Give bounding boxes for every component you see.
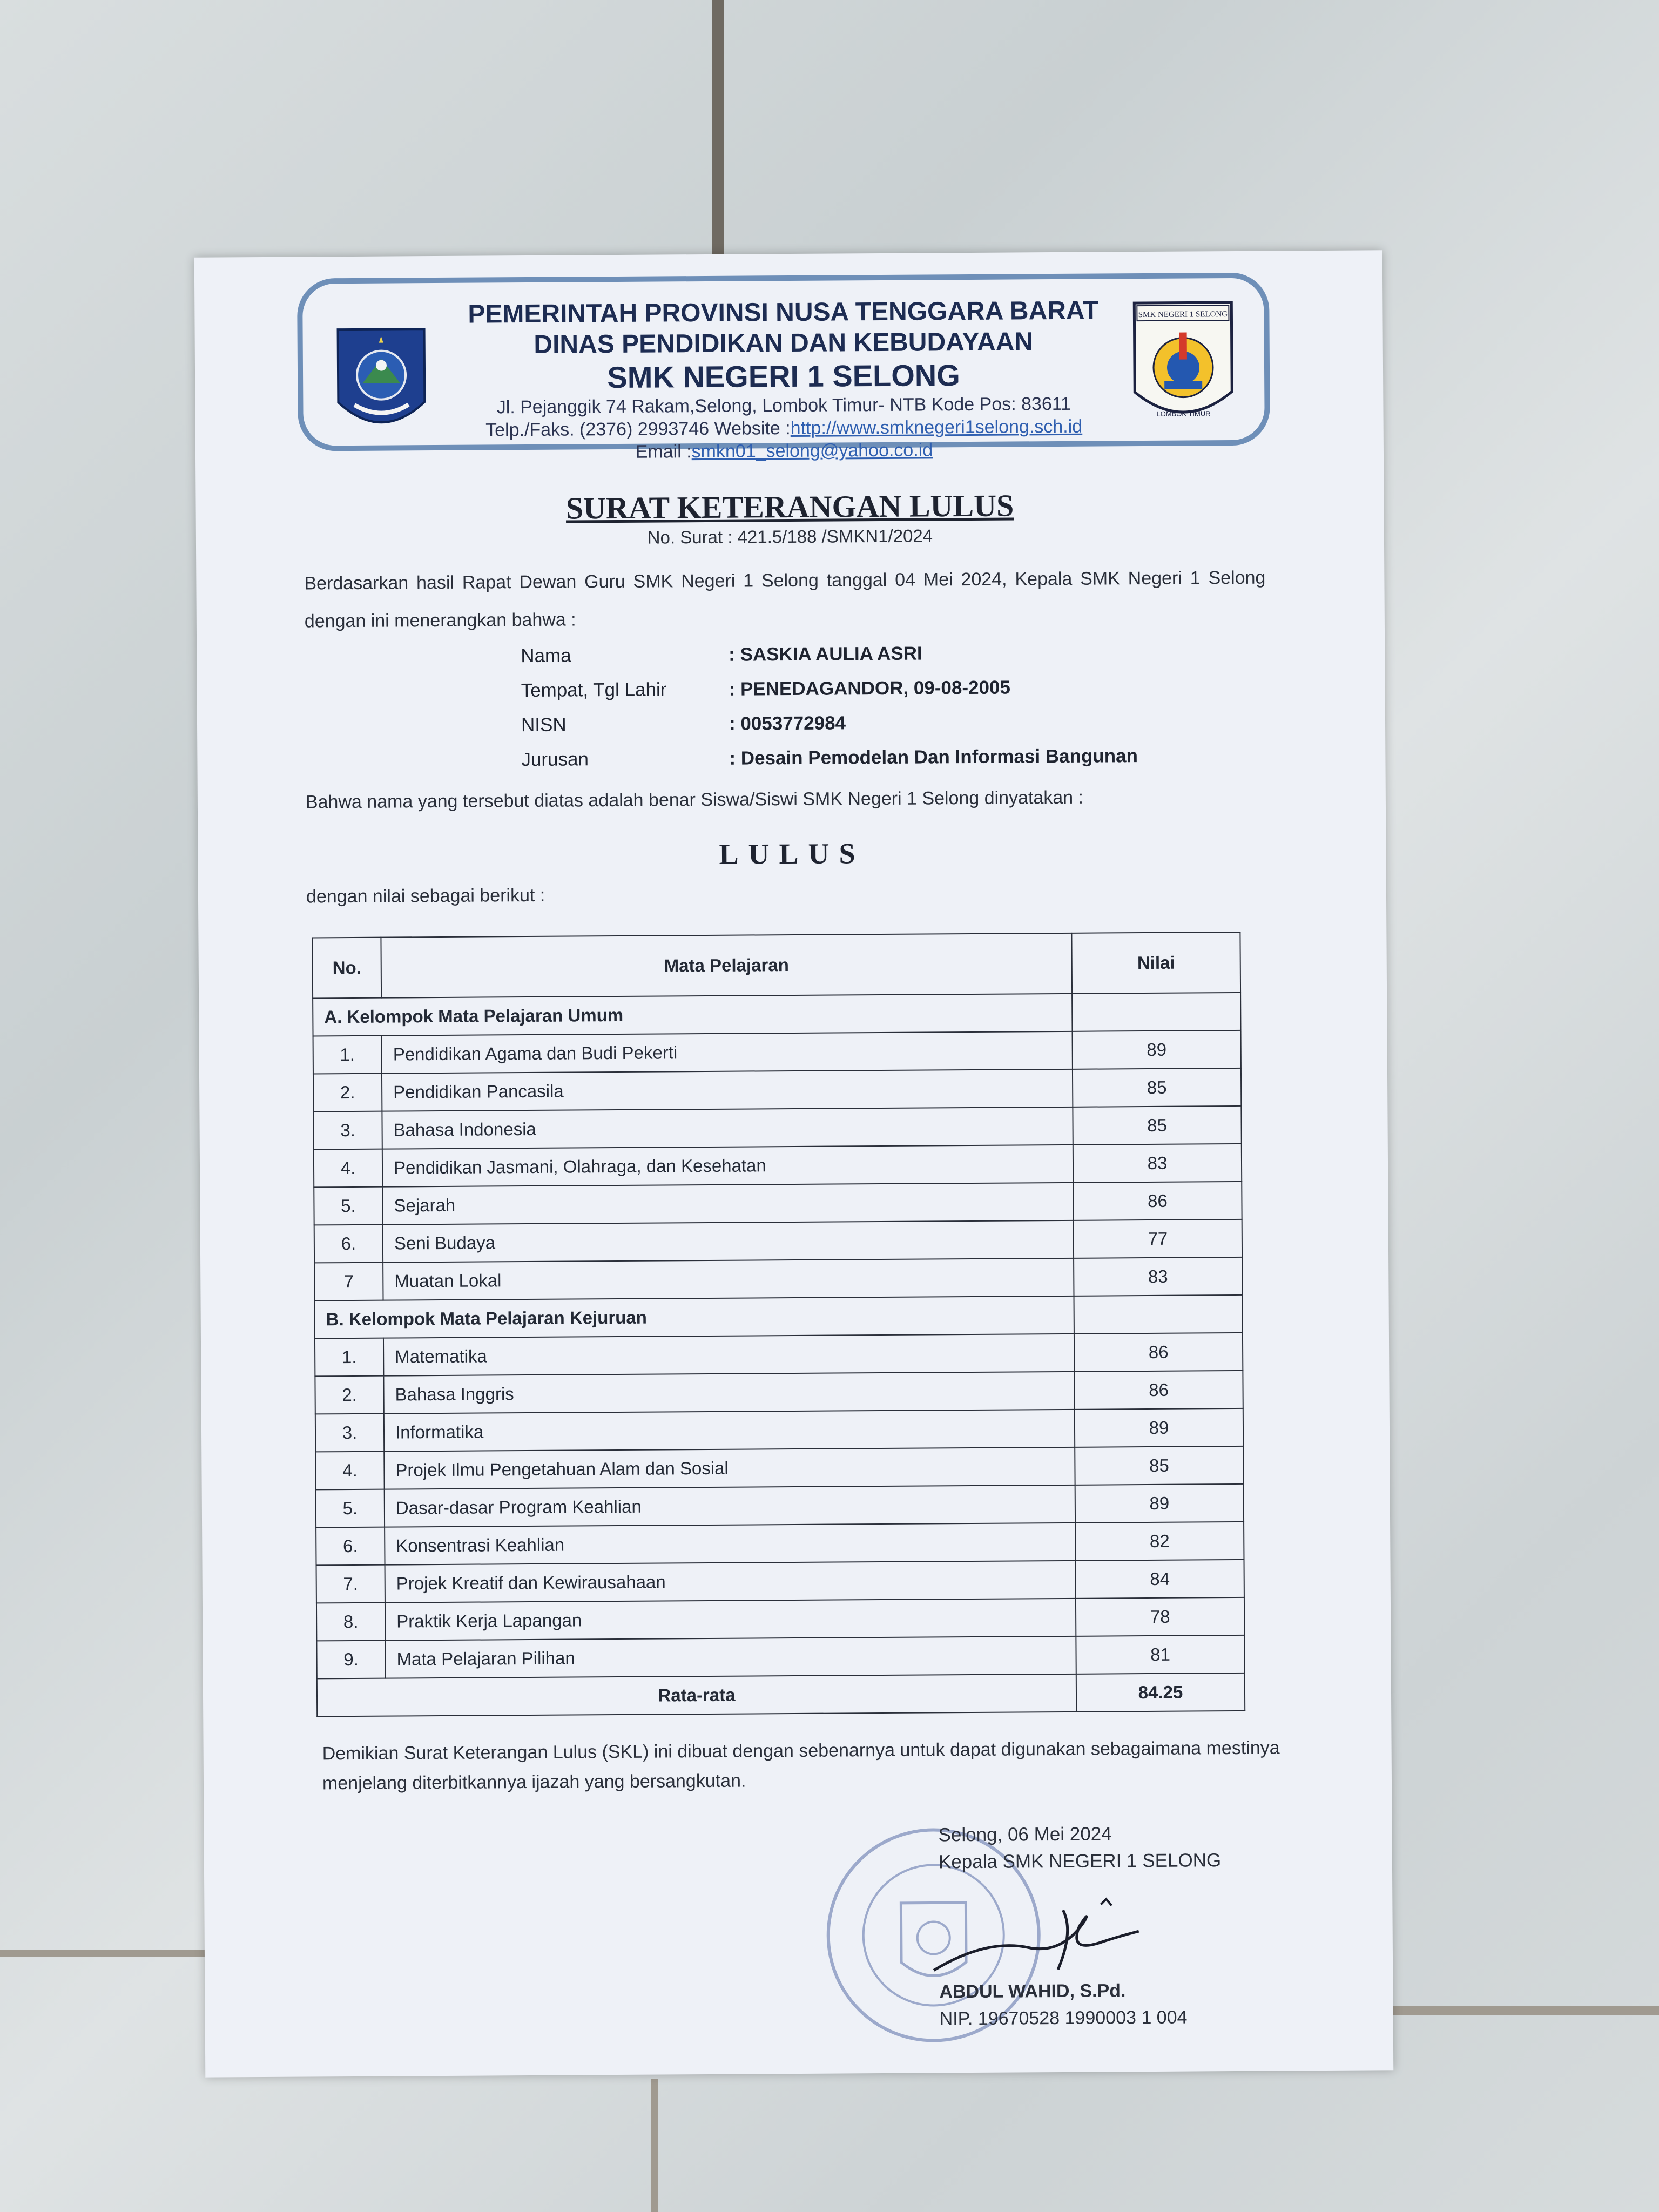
identity-row	[521, 635, 1137, 673]
row-number: 8.	[316, 1603, 385, 1641]
row-number: 4.	[314, 1149, 382, 1188]
signature-block	[938, 1820, 1221, 1876]
identity-row	[521, 739, 1138, 777]
row-number: 2.	[313, 1074, 382, 1112]
row-subject: Seni Budaya	[383, 1220, 1074, 1263]
row-score: 81	[1076, 1635, 1244, 1674]
header-score: Nilai	[1071, 932, 1240, 994]
row-subject: Konsentrasi Keahlian	[385, 1523, 1075, 1565]
row-number: 4.	[315, 1452, 384, 1490]
header-no: No.	[312, 938, 381, 999]
school-logo-icon	[1131, 300, 1235, 435]
row-number: 3.	[315, 1414, 384, 1452]
row-number: 5.	[316, 1489, 385, 1528]
table-row	[313, 1106, 1241, 1149]
row-score: 89	[1075, 1484, 1244, 1523]
table-row	[315, 1333, 1243, 1376]
row-number: 2.	[315, 1376, 383, 1414]
graduation-result: LULUS	[719, 837, 865, 871]
group-title: A. Kelompok Mata Pelajaran Umum	[313, 994, 1072, 1036]
table-row	[314, 1182, 1242, 1225]
row-score: 86	[1073, 1182, 1242, 1220]
table-row	[316, 1597, 1244, 1641]
signer-info	[939, 1977, 1187, 2033]
row-number: 1.	[315, 1338, 383, 1377]
table-row	[313, 1068, 1241, 1111]
email-label: Email :	[635, 441, 692, 462]
table-row	[315, 1408, 1243, 1452]
row-subject: Dasar-dasar Program Keahlian	[385, 1485, 1075, 1527]
handwritten-signature-icon	[922, 1888, 1150, 1987]
row-score: 86	[1074, 1371, 1243, 1410]
row-number: 7.	[316, 1565, 385, 1603]
group-score-empty	[1072, 993, 1240, 1031]
school-name: SMK NEGERI 1 SELONG	[607, 358, 960, 395]
average-label: Rata-rata	[317, 1674, 1076, 1717]
row-number: 6.	[314, 1225, 383, 1263]
floor-seam-horizontal-right	[1393, 2006, 1659, 2015]
government-name: PEMERINTAH PROVINSI NUSA TENGGARA BARAT	[468, 296, 1099, 329]
row-score: 85	[1073, 1106, 1241, 1145]
row-score: 82	[1075, 1522, 1244, 1561]
department-name: DINAS PENDIDIKAN DAN KEBUDAYAAN	[534, 327, 1034, 359]
letterhead-text	[443, 295, 1124, 464]
identity-value: : 0053772984	[729, 712, 846, 734]
row-subject: Muatan Lokal	[383, 1258, 1074, 1300]
row-subject: Praktik Kerja Lapangan	[385, 1599, 1076, 1641]
row-score: 84	[1075, 1560, 1244, 1599]
school-logo-label: SMK NEGERI 1 SELONG	[1138, 310, 1228, 320]
sign-place-date: Selong, 06 Mei 2024	[938, 1823, 1112, 1846]
row-score: 77	[1074, 1219, 1242, 1258]
table-row	[316, 1635, 1244, 1678]
header-subject: Mata Pelajaran	[381, 933, 1072, 998]
row-subject: Projek Ilmu Pengetahuan Alam dan Sosial	[384, 1447, 1075, 1489]
row-subject: Projek Kreatif dan Kewirausahaan	[385, 1561, 1076, 1603]
school-website-link[interactable]: http://www.smknegeri1selong.sch.id	[790, 416, 1083, 439]
school-phone: Telp./Faks. (2376) 2993746 Website :	[485, 418, 791, 441]
identity-label: NISN	[521, 714, 567, 736]
row-subject: Informatika	[384, 1410, 1075, 1452]
grades-intro: dengan nilai sebagai berikut :	[306, 885, 545, 907]
identity-label: Jurusan	[521, 748, 589, 771]
row-number: 5.	[314, 1187, 382, 1225]
row-score: 83	[1074, 1257, 1242, 1296]
row-score: 86	[1074, 1333, 1243, 1372]
identity-label: Tempat, Tgl Lahir	[521, 679, 667, 702]
row-score: 85	[1073, 1068, 1241, 1107]
average-value: 84.25	[1076, 1673, 1245, 1712]
group-row	[315, 1295, 1243, 1338]
table-row	[314, 1257, 1242, 1300]
group-title: B. Kelompok Mata Pelajaran Kejuruan	[315, 1296, 1074, 1339]
row-score: 89	[1073, 1030, 1241, 1069]
row-number: 6.	[316, 1527, 385, 1566]
school-email-link[interactable]: smkn01_selong@yahoo.co.id	[691, 440, 933, 462]
table-row	[316, 1522, 1244, 1565]
table-row	[313, 1030, 1241, 1074]
document-title: SURAT KETERANGAN LULUS	[565, 488, 1014, 526]
grades-table	[312, 932, 1245, 1717]
row-score: 85	[1075, 1446, 1243, 1485]
table-header-row	[312, 932, 1240, 998]
identity-value: : PENEDAGANDOR, 09-08-2005	[729, 677, 1011, 700]
table-row	[314, 1144, 1242, 1187]
row-number: 7	[314, 1263, 383, 1301]
floor-seam-vertical	[712, 0, 724, 254]
row-score: 78	[1076, 1597, 1244, 1636]
graduation-certificate	[194, 250, 1394, 2077]
ntb-province-logo-icon	[335, 326, 428, 440]
school-address: Jl. Pejanggik 74 Rakam,Selong, Lombok Timur- NTB Kode Pos: 83611	[496, 393, 1071, 418]
table-row	[316, 1560, 1244, 1603]
identity-value: : Desain Pemodelan Dan Informasi Bangunan	[729, 745, 1138, 769]
row-score: 83	[1073, 1144, 1242, 1183]
signer-name: ABDUL WAHID, S.Pd.	[939, 1980, 1126, 2002]
row-number: 1.	[313, 1036, 382, 1074]
intro-paragraph: Berdasarkan hasil Rapat Dewan Guru SMK Negeri 1 Selong tanggal 04 Mei 2024, Kepala SMK Negeri 1 Selong dengan ini menerangkan bahwa :	[304, 567, 1266, 632]
floor-seam-horizontal-left	[0, 1950, 205, 1957]
floor-seam-vertical-bottom	[651, 2079, 658, 2212]
grades-body	[313, 993, 1245, 1716]
letterhead	[297, 273, 1270, 462]
row-subject: Pendidikan Pancasila	[382, 1069, 1073, 1111]
row-subject: Sejarah	[382, 1183, 1073, 1225]
row-score: 89	[1075, 1408, 1243, 1447]
sign-position: Kepala SMK NEGERI 1 SELONG	[938, 1850, 1222, 1873]
row-number: 3.	[313, 1111, 382, 1150]
table-row	[315, 1446, 1243, 1489]
document-number: No. Surat : 421.5/188 /SMKN1/2024	[647, 525, 933, 548]
student-identity	[521, 635, 1138, 777]
row-subject: Bahasa Indonesia	[382, 1107, 1073, 1149]
signer-nip: NIP. 19670528 1990003 1 004	[939, 2007, 1188, 2029]
identity-row	[521, 704, 1138, 743]
average-row	[317, 1673, 1245, 1716]
school-logo-region: LOMBOK TIMUR	[1156, 409, 1211, 418]
row-number: 9.	[316, 1641, 385, 1679]
row-subject: Pendidikan Jasmani, Olahraga, dan Kesehatan	[382, 1145, 1073, 1187]
group-score-empty	[1074, 1295, 1243, 1334]
statement-paragraph: Bahwa nama yang tersebut diatas adalah benar Siswa/Siswi SMK Negeri 1 Selong dinyatakan :	[305, 787, 1084, 813]
group-row	[313, 993, 1240, 1036]
row-subject: Bahasa Inggris	[383, 1372, 1074, 1414]
identity-row	[521, 670, 1137, 708]
identity-value: : SASKIA AULIA ASRI	[729, 643, 922, 665]
row-subject: Pendidikan Agama dan Budi Pekerti	[382, 1031, 1073, 1074]
table-row	[315, 1371, 1243, 1414]
table-row	[316, 1484, 1244, 1527]
school-email-line	[444, 437, 1124, 464]
school-contact	[444, 415, 1124, 442]
closing-paragraph: Demikian Surat Keterangan Lulus (SKL) ini dibuat dengan sebenarnya untuk dapat digunakan sebagaimana mestinya menjelang diterbitkannya ijazah yang bersangkutan.	[322, 1737, 1280, 1794]
table-row	[314, 1219, 1242, 1263]
row-subject: Mata Pelajaran Pilihan	[385, 1636, 1076, 1678]
identity-label: Nama	[521, 645, 571, 667]
row-subject: Matematika	[383, 1334, 1074, 1376]
